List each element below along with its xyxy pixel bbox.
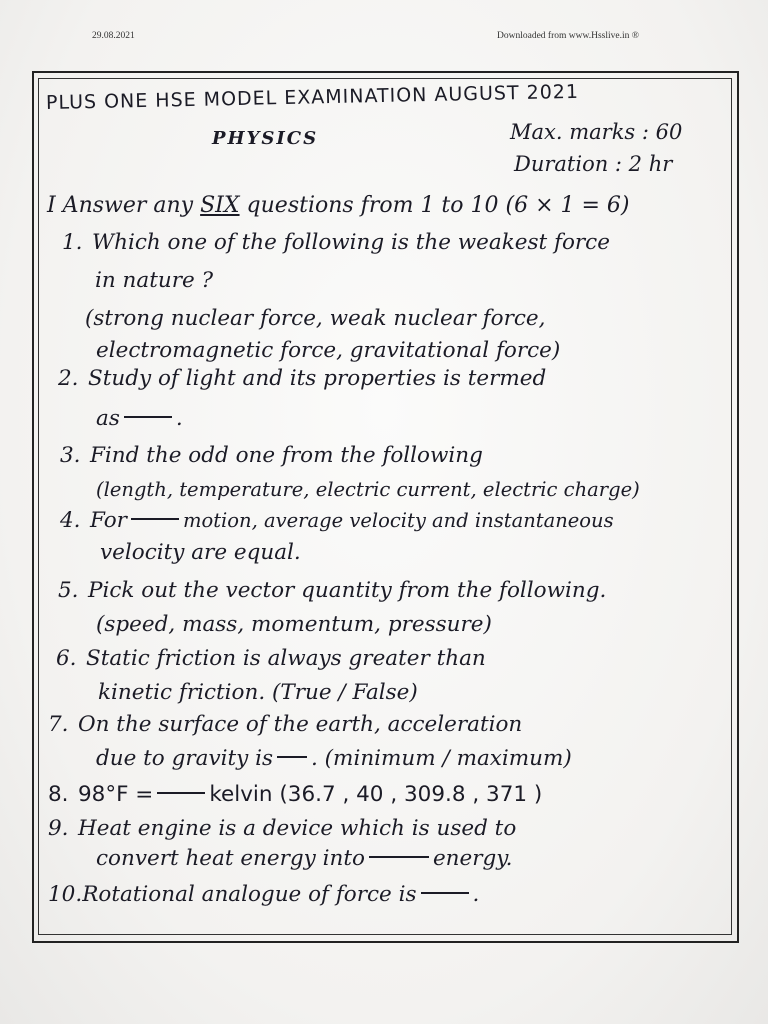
- question-text: For: [90, 508, 127, 533]
- instruction-prefix: I Answer any: [47, 193, 194, 218]
- exam-duration: Duration : 2 hr: [514, 152, 673, 176]
- question-text: Pick out the vector quantity from the following.: [88, 578, 607, 603]
- question-2: [58, 366, 546, 391]
- question-text: convert heat energy into: [96, 846, 365, 871]
- question-7: [48, 712, 522, 737]
- question-8: [48, 782, 542, 807]
- question-text: 98°F =: [78, 782, 154, 807]
- question-text: Rotational analogue of force is: [82, 882, 417, 907]
- question-text: Static friction is always greater than: [86, 646, 486, 671]
- question-1-line-2: in nature ?: [95, 268, 214, 293]
- question-text: Heat engine is a device which is used to: [78, 816, 517, 841]
- question-4: [60, 508, 614, 533]
- question-text: .: [175, 406, 183, 431]
- answer-blank: [369, 856, 429, 858]
- question-text: due to gravity is: [96, 746, 273, 771]
- question-7-line-2: [96, 746, 572, 771]
- question-1-options: (strong nuclear force, weak nuclear force,: [85, 306, 546, 331]
- question-text: Study of light and its properties is termed: [88, 366, 547, 391]
- instruction-suffix: questions from 1 to 10 (6 × 1 = 6): [246, 193, 630, 218]
- question-5-options: (speed, mass, momentum, pressure): [96, 612, 492, 637]
- answer-blank: [421, 892, 469, 894]
- question-number: 9.: [48, 816, 69, 841]
- question-text: .: [472, 882, 480, 907]
- question-2-line-2: [96, 406, 183, 431]
- question-number: 5.: [58, 578, 79, 603]
- answer-blank: [157, 792, 205, 794]
- question-text: On the surface of the earth, acceleration: [78, 712, 523, 737]
- section-instruction: [47, 193, 630, 218]
- question-text: Which one of the following is the weakest force: [92, 230, 610, 255]
- question-text: motion, average velocity and instantaneous: [182, 509, 614, 532]
- question-3-options: (length, temperature, electric current, electric charge): [96, 478, 640, 501]
- header-date: 29.08.2021: [92, 31, 135, 41]
- exam-subject: PHYSICS: [212, 128, 319, 149]
- question-1: [62, 230, 610, 255]
- header-source: Downloaded from www.Hsslive.in ®: [497, 31, 639, 41]
- question-number: 10.: [48, 882, 83, 907]
- question-text: as: [96, 406, 120, 431]
- question-number: 4.: [60, 508, 81, 533]
- question-number: 1.: [62, 230, 83, 255]
- question-1-options-cont: electromagnetic force, gravitational force): [96, 338, 561, 363]
- question-4-line-2: velocity are equal.: [100, 540, 301, 565]
- question-text: Find the odd one from the following: [90, 443, 483, 468]
- answer-blank: [124, 416, 172, 418]
- instruction-six: SIX: [200, 193, 240, 218]
- exam-title: PLUS ONE HSE MODEL EXAMINATION AUGUST 2021: [45, 80, 580, 114]
- question-text: kelvin (36.7 , 40 , 309.8 , 371 ): [209, 782, 543, 807]
- question-number: 3.: [60, 443, 81, 468]
- question-number: 7.: [48, 712, 69, 737]
- answer-blank: [131, 518, 179, 520]
- question-6: [56, 646, 486, 671]
- question-text: . (minimum / maximum): [311, 746, 572, 771]
- question-text: energy.: [432, 846, 513, 871]
- question-number: 8.: [48, 782, 69, 807]
- question-5: [58, 578, 606, 603]
- question-9-line-2: [96, 846, 512, 871]
- question-10: [48, 882, 479, 907]
- question-3: [60, 443, 483, 468]
- question-9: [48, 816, 516, 841]
- question-6-line-2: kinetic friction. (True / False): [98, 680, 418, 705]
- answer-blank: [277, 756, 307, 758]
- max-marks: Max. marks : 60: [510, 120, 683, 144]
- question-number: 2.: [58, 366, 79, 391]
- question-number: 6.: [56, 646, 77, 671]
